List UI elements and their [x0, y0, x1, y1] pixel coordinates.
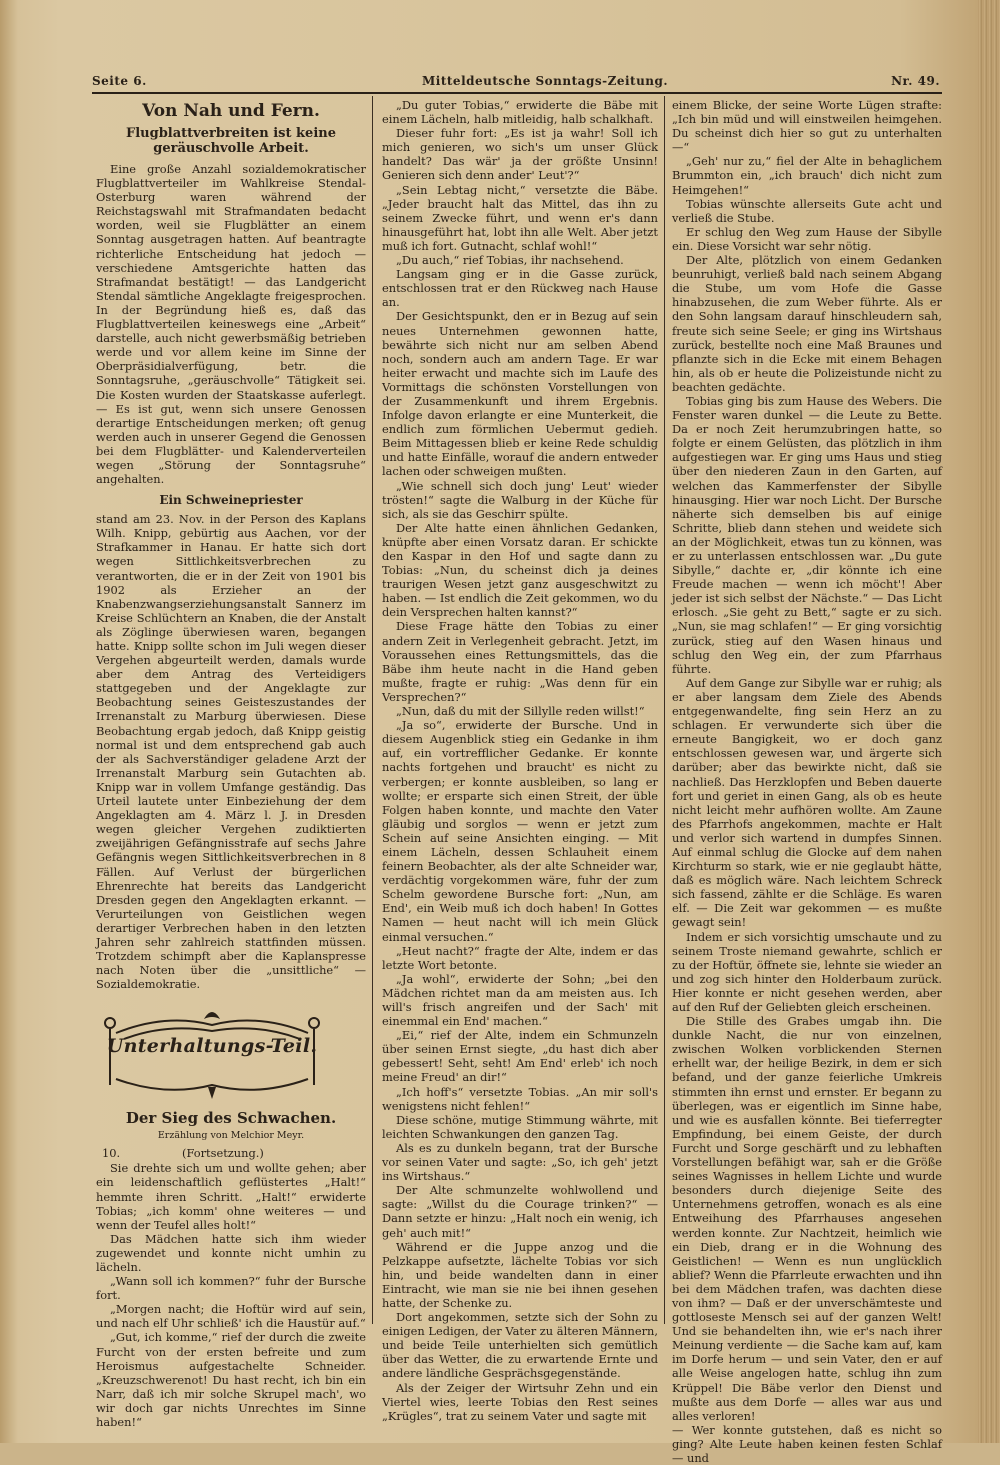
story-paragraph: „Ich hoff's“ versetzte Tobias. „An mir soll's wenigstens nicht fehlen!“	[382, 1084, 658, 1113]
story-paragraph: „Heut nacht?“ fragte der Alte, indem er das letzte Wort betonte.	[382, 943, 658, 972]
page-header	[92, 74, 940, 94]
installment-line	[96, 1146, 366, 1161]
story-title: Der Sieg des Schwachen.	[125, 1109, 337, 1128]
story-paragraph: „Morgen nacht; die Hoftür wird auf sein, und nach elf Uhr schließ' ich die Haustür auf.“	[96, 1302, 366, 1331]
story-paragraph: „Wann soll ich kommen?“ fuhr der Bursche fort.	[96, 1274, 366, 1303]
story-paragraph: Das Mädchen hatte sich ihm wieder zugewendet und konnte nicht umhin zu lächeln.	[96, 1231, 366, 1274]
book-page-edge	[978, 0, 1000, 1443]
header-rule	[92, 92, 942, 94]
column-3	[672, 98, 942, 1465]
story-paragraph: Tobias wünschte allerseits Gute acht und verließ die Stube.	[672, 196, 942, 225]
story-paragraph: Dort angekommen, setzte sich der Sohn zu einigen Ledigen, der Vater zu älteren Männern, und beide Teile unterhielten sich gemütlich über das Wetter, die zu erwartende Ernte und andere ländliche Gesprächsgegenstände.	[382, 1310, 658, 1381]
story-paragraph: Der Alte schmunzelte wohlwollend und sagte: „Willst du die Courage trinken?“ — Dann setzte er hinzu: „Halt noch ein wenig, ich geh' auch mit!“	[382, 1183, 658, 1240]
story-paragraph: „Ei,“ rief der Alte, indem ein Schmunzeln über seinen Ernst siegte, „du hast dich aber gebessert! Seht, seht! Am End' erleb' ich noch meine Freud' an dir!“	[382, 1028, 658, 1085]
story-paragraph: Als der Zeiger der Wirtsuhr Zehn und ein Viertel wies, leerte Tobias den Rest seines „Krügles“, trat zu seinem Vater und sagte mit	[382, 1380, 658, 1423]
story-paragraph: „Ja wohl“, erwiderte der Sohn; „bei den Mädchen richtet man da am meisten aus. Ich will's frisch angreifen und der Sach' mit einemmal ein End' machen.“	[382, 971, 658, 1029]
story-paragraph: Langsam ging er in die Gasse zurück, entschlossen trat er den Rückweg nach Hause an.	[382, 267, 658, 310]
story-paragraph: Sie drehte sich um und wollte gehen; aber ein leidenschaftlich geflüstertes „Halt!“ hemmte ihren Schritt. „Halt!“ erwiderte Tobias; „ich komm' ohne weiteres — und wenn der Teufel alles holt!“	[96, 1161, 366, 1232]
story-paragraph: Indem er sich vorsichtig umschaute und zu seinem Troste niemand gewahrte, schlich er zu der Hoftür, öffnete sie, lehnte sie wieder an und zog sich hinter den Holderbaum zurück. Hier konnte er nicht gesehen werden, aber auf den Ruf der Geliebten gleich erscheinen.	[672, 929, 942, 1014]
story-paragraph: Die Stille des Grabes umgab ihn. Die dunkle Nacht, die nur von einzelnen, zwischen Wolken vorblickenden Sternen erhellt war, der heilige Bezirk, in dem er sich befand, und der ganze feierliche Umkreis stimmten ihn ernst und ernster. Er begann zu überlegen, was er eigentlich im Sinne habe, und wie es ausfallen könnte. Bei tieferregter Empfindung, bei einem Geiste, der durch Furcht und Sorge geschärft und zu lebhaften Vorstellungen befähigt war, sah er die Größe seines Wagnisses in hellem Lichte und wurde besonders durch diejenige Seite des Unternehmens getroffen, wonach es als eine Entweihung des Pfarrhauses angesehen werden konnte. Zur Nachtzeit, heimlich wie ein Dieb, drang er in die Wohnung des Geistlichen! — Wenn es nun unglücklich ablief? Wenn die Pfarrleute erwachten und ihn bei dem Mädchen trafen, was dachten diese von ihm? — Daß er der unverschämteste und gottloseste Mensch sei auf der ganzen Welt! Und sie behandelten ihn, wie er's nach ihrer Meinung verdiente — die Sache kam auf, kam im Dorfe herum — und sein Vater, den er auf alle Weise angelogen hatte, schlug ihn zum Krüppel! Die Bäbe verlor den Dienst und mußte aus dem Dorfe — alles war aus und alles verloren!	[672, 1014, 942, 1423]
column-1	[96, 98, 366, 1430]
column-divider-2	[664, 96, 665, 1324]
article-2-body: stand am 23. Nov. in der Person des Kaplans Wilh. Knipp, gebürtig aus Aachen, vor der Strafkammer in Hanau. Er hatte sich dort wegen Sittlichkeitsverbrechen zu verantworten, die er in der Zeit von 1901 bis 1902 als Erzieher an der Knabenzwangserziehungsanstalt Sannerz im Kreise Schlüchtern an Knaben, die der Anstalt als Zöglinge überwiesen waren, begangen hatte. Knipp sollte schon im Juli wegen dieser Vergehen abgeurteilt werden, damals wurde aber dem Antrag des Verteidigers stattgegeben und der Angeklagte zur Beobachtung seines Geisteszustandes der Irrenanstalt zu Marburg überwiesen. Diese Beobachtung ergab jedoch, daß Knipp geistig normal ist und dem entsprechend gab auch der als Sachverständiger geladene Arzt der Irrenanstalt Marburg sein Gutachten ab. Knipp war in vollem Umfange geständig. Das Urteil lautete unter Einbeziehung der dem Angeklagten am 4. März l. J. in Dresden wegen gleicher Vergehen zudiktierten zweijährigen Gefängnisstrafe auf sechs Jahre Gefängnis wegen Sittlichkeitsverbrechen in 8 Fällen. Auf Verlust der bürgerlichen Ehrenrechte hat bereits das Landgericht Dresden gegen den Angeklagten erkannt. — Verurteilungen von Geistlichen wegen derartiger Verbrechen haben in den letzten Jahren sehr zahlreich stattfinden müssen. Trotzdem schimpft aber die Kaplanspresse nach Noten über die „unsittliche“ — Sozialdemokratie.	[96, 512, 366, 992]
story-paragraph: „Wie schnell sich doch jung' Leut' wieder trösten!“ sagte die Walburg in der Küche für sich, als sie das Geschirr spülte.	[382, 478, 658, 521]
ornament-title: Unterhaltungs-Teil.	[106, 1035, 318, 1058]
story-paragraph: Der Alte, plötzlich von einem Gedanken beunruhigt, verließ bald nach seinem Abgang die Stube, um vom Hofe die Gasse hinabzusehen, die zum Weber führte. Als er den Sohn langsam darauf hinschleudern sah, freute sich seine Seele; er ging ins Wirtshaus zurück, bestellte noch eine Maß Braunes und pflanzte sich in die Ecke mit einem Behagen hin, als ob er heute die Polizeistunde nicht zu beachten gedächte.	[672, 253, 942, 394]
section-title: Von Nah und Fern.	[142, 101, 320, 121]
story-paragraph: Diese Frage hätte den Tobias zu einer andern Zeit in Verlegenheit gebracht. Jetzt, im Voraussehen eines Rettungsmittels, das die Bäbe ihm heute nacht in die Hand geben mußte, fragte er ruhig: „Was denn für ein Versprechen?“	[382, 619, 658, 704]
story-paragraph: Als es zu dunkeln begann, trat der Bursche vor seinen Vater und sagte: „So, ich geh' jetzt ins Wirtshaus.“	[382, 1140, 658, 1184]
story-paragraph: „Du guter Tobias,“ erwiderte die Bäbe mit einem Lächeln, halb mitleidig, halb schalkhaft.	[382, 98, 658, 127]
page-number: Seite 6.	[92, 74, 147, 88]
article-1-title: Flugblattverbreiten ist keine geräuschvolle Arbeit.	[126, 126, 336, 156]
story-paragraph: Der Gesichtspunkt, den er in Bezug auf sein neues Unternehmen gewonnen hatte, bewährte sich nicht nur am selben Abend noch, sondern auch am andern Tage. Er war heiter erwacht und machte sich im Laufe des Vormittags die schönsten Vorstellungen von der Zusammenkunft und ihrem Ergebnis. Infolge davon erlangte er eine Munterkeit, die endlich zum förmlichen Uebermut gedieh. Beim Mittagessen blieb er keine Rede schuldig und hatte Einfälle, worauf die andern entweder lachen oder schweigen mußten.	[382, 309, 658, 479]
story-paragraph: „Ja so“, erwiderte der Bursche. Und in diesem Augenblick stieg ein Gedanke in ihm auf, ein vortrefflicher Gedanke. Er konnte nachts fortgehen und braucht' es nicht zu verbergen; er konnte ausbleiben, so lang er wollte; er ersparte sich einen Streit, der üble Folgen haben konnte, und machte den Vater gläubig und sorglos — wenn er jetzt zum Schein auf seine Ansichten einging. — Mit einem Lächeln, dessen Schlauheit einem feinern Beobachter, als der alte Schneider war, verdächtig vorgekommen wäre, fuhr der zum Schelm gewordene Bursche fort: „Nun, am End', ein Weib muß ich doch haben! In Gottes Namen — heut nacht will ich mein Glück einmal versuchen.“	[382, 718, 658, 944]
story-paragraph: „Nun, daß du mit der Sillylle reden willst!“	[396, 704, 645, 719]
story-paragraph: Während er die Juppe anzog und die Pelzkappe aufsetzte, lächelte Tobias vor sich hin, und beide wandelten dann in einer Eintracht, wie man sie nie bei ihnen gesehen hatte, der Schenke zu.	[382, 1239, 658, 1310]
story-paragraph: „Gut, ich komme,“ rief der durch die zweite Furcht von der ersten befreite und zum Heroismus aufgestachelte Schneider. „Kreuzschwerenot! Du hast recht, ich bin ein Narr, daß ich mir solche Skrupel mach', wo wir doch gar nichts Unrechtes im Sinne haben!“	[96, 1330, 366, 1430]
issue-number: Nr. 49.	[891, 74, 940, 88]
installment-label: (Fortsetzung.)	[182, 1146, 264, 1161]
column-divider-1	[372, 96, 373, 1324]
story-paragraph: Diese schöne, mutige Stimmung währte, mit leichten Schwankungen den ganzen Tag.	[382, 1112, 658, 1141]
story-paragraph: Er schlug den Weg zum Hause der Sibylle ein. Diese Vorsicht war sehr nötig.	[672, 224, 942, 253]
story-paragraph: einem Blicke, der seine Worte Lügen strafte: „Ich bin müd und will einstweilen heimgehen. Du scheinst dich hier so gut zu unterhalten —“	[672, 98, 942, 155]
story-paragraph: „Du auch,“ rief Tobias, ihr nachsehend.	[396, 253, 624, 268]
story-paragraph: „Geh' nur zu,“ fiel der Alte in behaglichem Brummton ein, „ich brauch' dich nicht zum Heimgehen!“	[672, 154, 942, 197]
article-2-title: Ein Schweinepriester	[159, 493, 303, 508]
story-paragraph: Der Alte hatte einen ähnlichen Gedanken, knüpfte aber einen Vorsatz daran. Er schickte den Kaspar in den Hof und sagte dann zu Tobias: „Nun, du scheinst dich ja deines traurigen Wesen jetzt ganz ausgeschwitzt zu haben. — Ist endlich die Zeit gekommen, wo du dein Versprechen halten kannst?“	[382, 520, 658, 620]
installment-number: 10.	[102, 1146, 121, 1161]
story-paragraph: Tobias ging bis zum Hause des Webers. Die Fenster waren dunkel — die Leute zu Bette. Da er noch Zeit herumzubringen hatte, so folgte er einem Gelüsten, das plötzlich in ihm aufgestiegen war. Er ging ums Haus und stieg über den niederen Zaun in den Garten, auf welchen das Kammerfenster der Sibylle hinausging. Hier war noch Licht. Der Bursche näherte sich demselben bis auf einige Schritte, blieb dann stehen und weidete sich an der Möglichkeit, etwas tun zu können, was er zu unterlassen entschlossen war. „Du gute Sibylle,“ dachte er, „dir könnte ich eine Freude machen — wenn ich möcht'! Aber jeder ist sich selbst der Nächste.“ — Das Licht erlosch. „Sie geht zu Bett,“ sagte er zu sich. „Nun, sie mag schlafen!“ — Er ging vorsichtig zurück, stieg auf den Wasen hinaus und schlug den Weg ein, der zum Pfarrhaus führte.	[672, 393, 942, 676]
story-paragraph: Dieser fuhr fort: „Es ist ja wahr! Soll ich mich genieren, wo sich's um unser Glück handelt? Das wär' ja der größte Unsinn! Genieren sich denn ander' Leut'?“	[382, 126, 658, 183]
story-author: Erzählung von Melchior Meyr.	[157, 1130, 305, 1142]
entertainment-ornament	[96, 1005, 328, 1101]
newspaper-title: Mitteldeutsche Sonntags-Zeitung.	[422, 74, 669, 88]
story-paragraph: — Wer konnte gutstehen, daß es nicht so ging? Alte Leute haben keinen festen Schlaf — und	[672, 1422, 942, 1465]
article-1-body: Eine große Anzahl sozialdemokratischer Flugblattverteiler im Wahlkreise Stendal-Osterburg waren während der Reichstagswahl mit Strafmandaten bedacht worden, weil sie Flugblätter an einem Sonntag ausgetragen hatten. Auf beantragte richterliche Entscheidung hat jedoch — verschiedene Amtsgerichte hatten das Strafmandat bestätigt! — das Landgericht Stendal sämtliche Angeklagte freigesprochen. In der Begründung hieß es, daß das Flugblattverteilen keineswegs eine „Arbeit“ darstelle, auch nicht gewerbsmäßig betrieben werde und vor allem keine im Sinne der Oberpräsidialverfügung, betr. die Sonntagsruhe, „geräuschvolle“ Tätigkeit sei. Die Kosten wurden der Staatskasse auferlegt. — Es ist gut, wenn sich unsere Genossen derartige Entscheidungen merken; oft genug werden auch in unserer Gegend die Genossen bei dem Flugblätter- und Kalenderverteilen wegen „Störung der Sonntagsruhe“ angehalten.	[96, 162, 366, 487]
story-paragraph: Auf dem Gange zur Sibylle war er ruhig; als er aber langsam dem Ziele des Abends entgegenwandelte, fing sein Herz an zu schlagen. Er verwunderte sich über die erneute Bangigkeit, wo er doch ganz entschlossen gewesen war, und ärgerte sich darüber; aber das bewirkte nicht, daß sie nachließ. Das Herzklopfen und Beben dauerte fort und geriet in einen Gang, als ob es heute nicht leicht mehr aufhören wollte. Am Zaune des Pfarrhofs angekommen, machte er Halt und verlor sich wartend in dumpfes Sinnen. Auf einmal schlug die Glocke auf dem nahen Kirchturm so stark, wie er nie geglaubt hätte, daß es möglich wäre. Nach leichtem Schreck sich fassend, zählte er die Schläge. Es waren elf. — Die Zeit war gekommen — es mußte gewagt sein!	[672, 675, 942, 930]
column-2	[382, 98, 658, 1423]
story-paragraph: „Sein Lebtag nicht,“ versetzte die Bäbe. „Jeder braucht halt das Mittel, das ihn zu seinem Zwecke führt, und wenn er's dann hinausgeführt hat, lobt ihn alle Welt. Aber jetzt muß ich fort. Gutnacht, schlaf wohl!“	[382, 182, 658, 253]
